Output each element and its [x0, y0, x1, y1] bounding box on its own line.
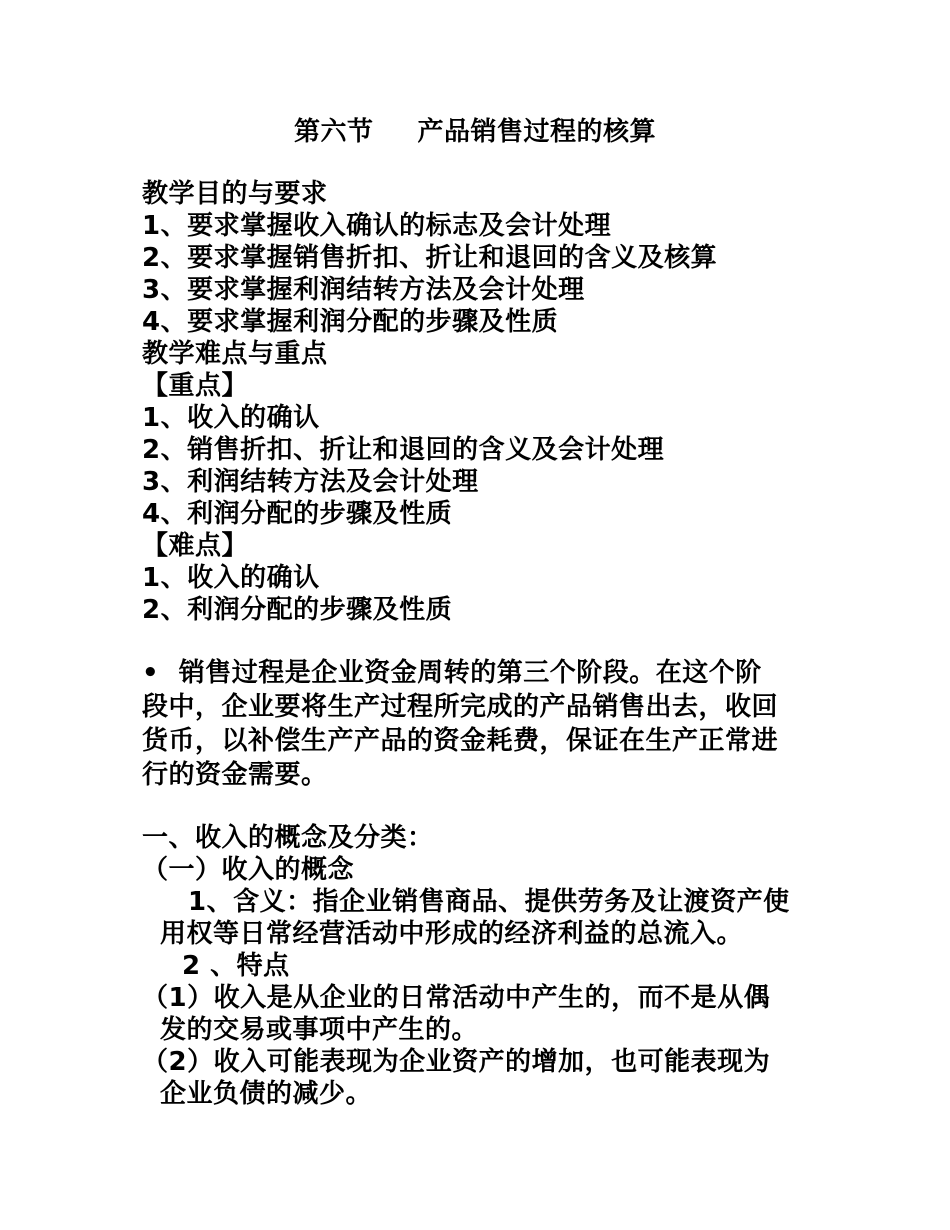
important-item: 1、收入的确认: [142, 403, 320, 433]
features-heading: 2 、特点: [182, 951, 290, 981]
page-title: [0, 116, 950, 148]
title-section-number: 第六节: [293, 117, 374, 147]
difficult-item: 1、收入的确认: [142, 563, 320, 593]
definition-text: 1、含义：指企业销售商品、提供劳务及让渡资产使: [188, 887, 790, 917]
difficult-label: 【难点】: [142, 531, 249, 561]
objective-item: 2、要求掌握销售折扣、折让和退回的含义及核算: [142, 243, 718, 273]
intro-text: 销售过程是企业资金周转的第三个阶段。在这个阶: [178, 658, 762, 688]
bullet-icon: •: [142, 658, 160, 688]
sub-heading: （一）收入的概念: [142, 855, 355, 885]
intro-text: 段中，企业要将生产过程所完成的产品销售出去，收回: [142, 692, 779, 722]
feature-text: （2）收入可能表现为企业资产的增加，也可能表现为: [142, 1047, 771, 1077]
feature-text: 企业负债的减少。: [160, 1079, 373, 1109]
definition-text: 用权等日常经营活动中形成的经济利益的总流入。: [160, 919, 744, 949]
difficult-item: 2、利润分配的步骤及性质: [142, 595, 453, 625]
objectives-heading: 教学目的与要求: [142, 179, 328, 209]
feature-text: （1）收入是从企业的日常活动中产生的，而不是从偶: [142, 983, 771, 1013]
section-heading: 一、收入的概念及分类：: [142, 823, 434, 853]
objective-item: 4、要求掌握利润分配的步骤及性质: [142, 307, 559, 337]
intro-text: 货币，以补偿生产产品的资金耗费，保证在生产正常进: [142, 726, 779, 756]
important-item: 3、利润结转方法及会计处理: [142, 467, 479, 497]
intro-text: 行的资金需要。: [142, 760, 328, 790]
intro-bullet-line: [142, 657, 762, 689]
title-section-name: 产品销售过程的核算: [417, 117, 657, 147]
objective-item: 1、要求掌握收入确认的标志及会计处理: [142, 211, 612, 241]
feature-text: 发的交易或事项中产生的。: [160, 1015, 479, 1045]
important-label: 【重点】: [142, 371, 249, 401]
important-item: 2、销售折扣、折让和退回的含义及会计处理: [142, 435, 665, 465]
important-item: 4、利润分配的步骤及性质: [142, 499, 453, 529]
key-points-heading: 教学难点与重点: [142, 339, 328, 369]
objective-item: 3、要求掌握利润结转方法及会计处理: [142, 275, 585, 305]
